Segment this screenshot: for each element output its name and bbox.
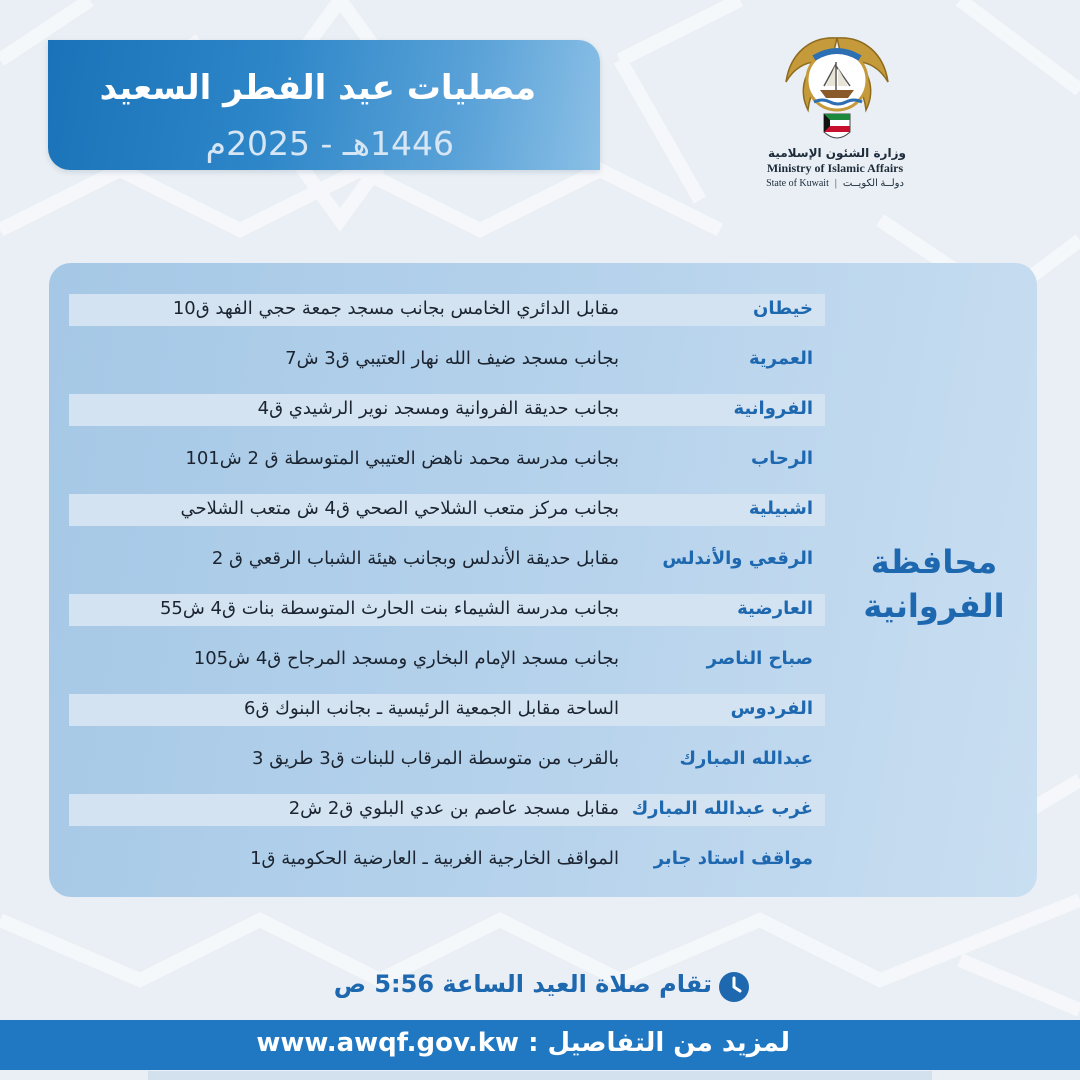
area-location: مقابل مسجد عاصم بن عدي البلوي ق2 ش2 [288, 798, 619, 819]
location-row [69, 844, 825, 876]
area-location: مقابل الدائري الخامس بجانب مسجد جمعة حجي الفهد ق10 [172, 298, 619, 319]
area-name: مواقف استاد جابر [653, 848, 813, 869]
location-row [69, 344, 825, 376]
area-name: صباح الناصر [706, 648, 813, 669]
prayer-time-text: تقام صلاة العيد الساعة 5:56 ص [333, 970, 712, 998]
page-title: مصليات عيد الفطر السعيد [99, 68, 536, 108]
location-row [69, 444, 825, 476]
state-arabic: دولــة الكويــت [842, 178, 904, 189]
location-row [69, 594, 825, 626]
area-name: غرب عبدالله المبارك [631, 798, 813, 819]
location-row [69, 794, 825, 826]
state-english: State of Kuwait [766, 178, 829, 189]
area-location: بجانب مدرسة محمد ناهض العتيبي المتوسطة ق 2 ش101 [185, 448, 619, 469]
prayer-time [300, 968, 760, 1008]
area-name: خيطان [753, 298, 813, 319]
area-location: بجانب مركز متعب الشلاحي الصحي ق4 ش متعب الشلاحي [180, 498, 619, 519]
location-row [69, 744, 825, 776]
location-row [69, 694, 825, 726]
area-location: بجانب مسجد ضيف الله نهار العتيبي ق3 ش7 [285, 348, 619, 369]
location-row [69, 644, 825, 676]
area-location: المواقف الخارجية الغربية ـ العارضية الحكومية ق1 [250, 848, 619, 869]
location-row [69, 494, 825, 526]
year-subtitle: 1446هـ - 2025م [205, 124, 454, 163]
area-name: عبدالله المبارك [679, 748, 813, 769]
state-line: State of Kuwait | دولــة الكويــت [766, 178, 904, 189]
ministry-name-arabic: وزارة الشئون الإسلامية [768, 146, 906, 160]
location-row [69, 394, 825, 426]
location-row [69, 544, 825, 576]
footer-label: لمزيد من التفاصيل : [528, 1028, 790, 1058]
footer-strip [148, 1071, 932, 1080]
area-name: الرحاب [751, 448, 813, 469]
header-banner [48, 40, 600, 170]
kuwait-emblem-icon [772, 28, 902, 148]
governorate-title [844, 540, 1024, 628]
area-location: بجانب حديقة الفروانية ومسجد نوير الرشيدي ق4 [257, 398, 619, 419]
area-location: مقابل حديقة الأندلس وبجانب هيئة الشباب الرقعي ق 2 [211, 548, 619, 569]
area-location: بجانب مدرسة الشيماء بنت الحارث المتوسطة بنات ق4 ش55 [159, 598, 619, 619]
clock-icon [718, 971, 750, 1003]
area-name: العمرية [748, 348, 813, 369]
footer-bar [0, 1020, 1080, 1070]
area-location: الساحة مقابل الجمعية الرئيسية ـ بجانب البنوك ق6 [244, 698, 619, 719]
area-location: بجانب مسجد الإمام البخاري ومسجد المرجاح ق4 ش105 [193, 648, 619, 669]
area-name: العارضية [737, 598, 813, 619]
area-name: اشبيلية [748, 498, 813, 519]
governorate-line-1: محافظة [870, 543, 998, 581]
area-name: الفروانية [733, 398, 813, 419]
area-name: الرقعي والأندلس [662, 548, 813, 569]
area-name: الفردوس [730, 698, 813, 719]
area-location: بالقرب من متوسطة المرقاب للبنات ق3 طريق 3 [252, 748, 619, 769]
footer-text [256, 1028, 790, 1058]
governorate-line-2: الفروانية [863, 587, 1005, 625]
location-row [69, 294, 825, 326]
ministry-name-english: Ministry of Islamic Affairs [766, 161, 904, 175]
website-link[interactable]: www.awqf.gov.kw [256, 1028, 520, 1058]
